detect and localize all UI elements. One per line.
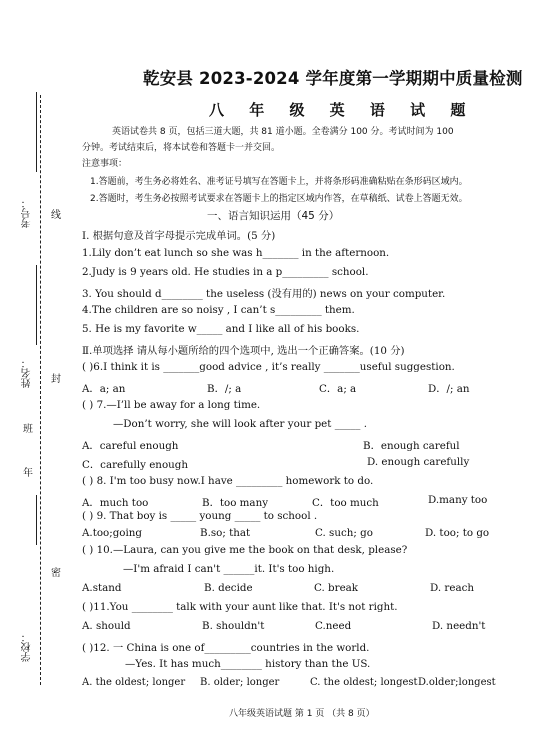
question-10-line-2: —I'm afraid I can't ______it. It's too high.	[123, 563, 335, 575]
part1-title: Ⅰ. 根据句意及首字母提示完成单词。(5 分)	[82, 230, 276, 242]
q10-option-a: A.stand	[82, 582, 122, 594]
q6-option-a: A．a; an	[82, 383, 126, 395]
q7-option-b: B．enough careful	[363, 440, 460, 452]
q6-option-d: D．/; an	[428, 383, 470, 395]
q12-option-d: D.older;longest	[418, 677, 496, 688]
kaohao-underline	[36, 92, 37, 172]
q10-option-c: C. break	[314, 582, 359, 594]
q12-option-c: C. the oldest; longest	[310, 677, 418, 688]
q8-option-c: C．too much	[312, 497, 379, 509]
question-8: ( ) 8. I'm too busy now.I have _________ homework to do.	[82, 475, 374, 487]
mi-label: 密	[51, 568, 61, 579]
q10-option-b: B. decide	[204, 582, 253, 594]
intro-line-1: 英语试卷共 8 页，包括三道大题，共 81 道小题。全卷满分 100 分。考试时间为 100	[112, 127, 454, 137]
q9-option-a: A.too;going	[82, 527, 143, 539]
xingming-label: 姓名：	[22, 358, 33, 388]
q11-option-d: D. needn't	[432, 620, 486, 632]
q9-option-b: B.so; that	[200, 527, 251, 539]
nian-underline	[36, 495, 37, 545]
q6-option-b: B．/; a	[207, 383, 242, 395]
kaohao-label: 考号：	[22, 198, 33, 228]
xuexiao-label: 学校：	[22, 632, 33, 662]
q8-option-d: D.many too	[428, 494, 488, 506]
question-12: ( )12. 一 China is one of_________countries in the world.	[82, 642, 370, 654]
question-6: ( )6.I think it is _______good advice , it’s really _______useful suggestion.	[82, 361, 455, 373]
q7-option-a: A．careful enough	[82, 440, 179, 452]
part2-title: Ⅱ.单项选择 请从每小题所给的四个选项中, 选出一个正确答案。(10 分)	[82, 345, 405, 357]
cut-line	[40, 95, 41, 685]
q11-option-b: B. shouldn't	[202, 620, 265, 632]
question-2: 2.Judy is 9 years old. He studies in a p_________ school.	[82, 266, 369, 278]
question-11: ( )11.You ________ talk with your aunt like that. It's not right.	[82, 601, 398, 613]
question-5: 5. He is my favorite w_____ and I like all of his books.	[82, 323, 360, 335]
question-3: 3. You should d________ the useless (没有用的) news on your computer.	[82, 288, 446, 300]
binding-margin	[0, 0, 70, 749]
question-7: ( ) 7.—I’ll be away for a long time.	[82, 399, 261, 411]
exam-subtitle: 八 年 级 英 语 试 题	[209, 101, 476, 119]
q11-option-a: A. should	[82, 620, 131, 632]
question-7-line-2: —Don’t worry, she will look after your pet _____ .	[113, 418, 367, 430]
question-9: ( ) 9. That boy is _____ young _____ to school .	[82, 510, 318, 522]
notice-title: 注意事项：	[82, 159, 128, 169]
page-footer: 八年级英语试题 第 1 页 （共 8 页）	[229, 709, 375, 719]
feng-label: 封	[51, 374, 61, 385]
q6-option-c: C．a; a	[319, 383, 357, 395]
intro-line-2: 分钟。考试结束后，将本试卷和答题卡一并交回。	[82, 143, 281, 153]
q7-option-c: C．carefully enough	[82, 459, 188, 471]
q10-option-d: D. reach	[430, 582, 474, 594]
q9-option-c: C. such; go	[315, 527, 373, 539]
question-4: 4.The children are so noisy , I can’t s_________ them.	[82, 304, 355, 316]
xian-label: 线	[51, 210, 61, 221]
notice-2: 2.答题时，考生务必按照考试要求在答题卡上的指定区域内作答，在草稿纸、试卷上答题无效。	[90, 194, 468, 204]
section-title: 一、语言知识运用（45 分）	[207, 210, 340, 222]
notice-1: 1.答题前，考生务必将姓名、准考证号填写在答题卡上，并将条形码准确粘贴在条形码区域内。	[90, 177, 468, 187]
q11-option-c: C.need	[315, 620, 352, 632]
q12-option-b: B. older; longer	[200, 677, 280, 688]
question-10: ( ) 10.—Laura, can you give me the book on that desk, please?	[82, 544, 408, 556]
nian-label: 年	[23, 468, 33, 479]
q8-option-b: B．too many	[202, 497, 269, 509]
ban-label: 班	[23, 424, 33, 435]
q12-option-a: A. the oldest; longer	[82, 677, 186, 688]
q8-option-a: A．much too	[82, 497, 149, 509]
exam-title: 乾安县 2023-2024 学年度第一学期期中质量检测	[143, 69, 523, 88]
question-1: 1.Lily don’t eat lunch so she was h_______ in the afternoon.	[82, 247, 390, 259]
q7-option-d: D. enough carefully	[367, 456, 470, 468]
q9-option-d: D. too; to go	[425, 527, 490, 539]
xingming-underline	[36, 265, 37, 345]
question-12-line-2: —Yes. It has much________ history than the US.	[125, 658, 371, 670]
